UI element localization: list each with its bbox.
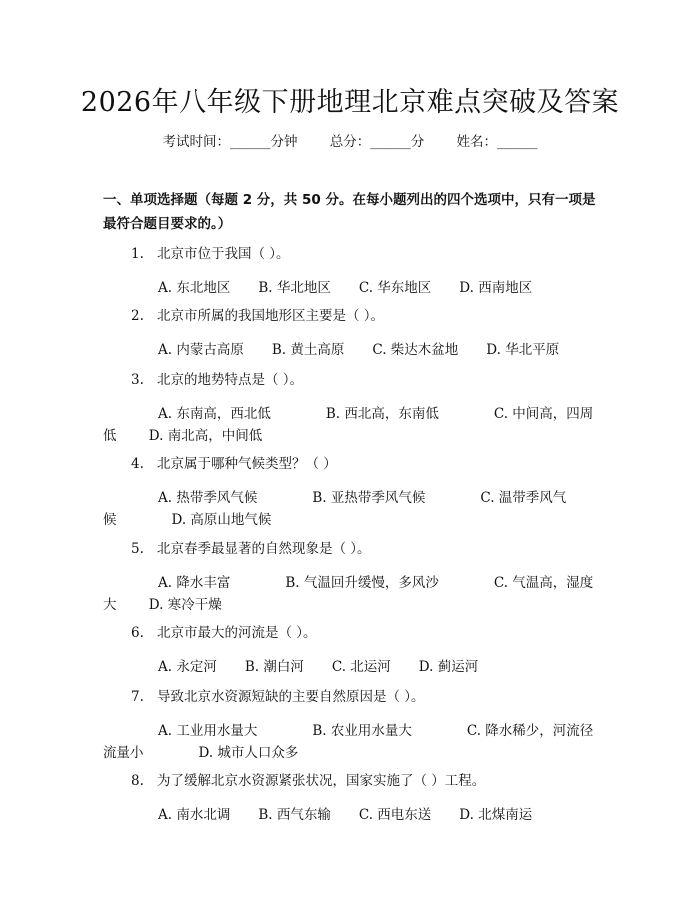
question-4 (103, 453, 603, 531)
option-b: B. 亚热带季风气候 (312, 490, 426, 506)
option-c: C. 华东地区 (358, 280, 432, 296)
option-d: D. 蓟运河 (418, 659, 479, 675)
question-2 (103, 305, 603, 361)
option-a: A. 热带季风气候 (158, 490, 258, 506)
option-b: B. 华北地区 (258, 280, 331, 296)
question-stem: 为了缓解北京水资源紧张状况，国家实施了（ ）工程。 (157, 773, 486, 789)
student-name: 姓名：______ (456, 134, 538, 150)
question-stem: 北京属于哪种气候类型？（ ） (157, 456, 337, 472)
question-8 (103, 770, 603, 826)
option-a: A. 工业用水量大 (158, 723, 258, 739)
question-stem: 北京市位于我国（ ）。 (157, 246, 290, 262)
question-number: 5. (131, 541, 144, 557)
option-a: A. 东北地区 (158, 280, 231, 296)
question-number: 8. (131, 773, 144, 789)
option-c: C. 降水稀少，河流径流量小 (103, 723, 594, 761)
option-d: D. 西南地区 (459, 280, 533, 296)
document-title: 2026年八年级下册地理北京难点突破及答案 (80, 87, 620, 118)
option-b: B. 农业用水量大 (312, 723, 412, 739)
option-d: D. 城市人口众多 (198, 745, 299, 761)
question-number: 6. (131, 625, 144, 641)
option-b: B. 气温回升缓慢，多风沙 (285, 575, 439, 591)
option-d: D. 南北高，中间低 (148, 428, 263, 444)
option-a: A. 内蒙古高原 (158, 342, 244, 358)
option-c: C. 西电东送 (358, 807, 432, 823)
question-number: 4. (131, 456, 144, 472)
question-stem: 北京市所属的我国地形区主要是（ ）。 (157, 308, 385, 324)
option-c: C. 中间高，四周低 (103, 406, 594, 444)
question-stem: 导致北京水资源短缺的主要自然原因是（ ）。 (157, 689, 425, 705)
option-a: A. 南水北调 (158, 807, 231, 823)
question-number: 1. (131, 246, 144, 262)
option-b: B. 潮白河 (244, 659, 304, 675)
option-a: A. 降水丰富 (158, 575, 231, 591)
question-stem: 北京的地势特点是（ ）。 (157, 372, 304, 388)
question-5 (103, 538, 603, 616)
question-stem: 北京市最大的河流是（ ）。 (157, 625, 317, 641)
total-score: 总分：______分 (329, 134, 425, 150)
question-number: 7. (131, 689, 144, 705)
option-c: C. 北运河 (331, 659, 391, 675)
option-c: C. 温带季风气候 (103, 490, 567, 528)
option-b: B. 西气东输 (258, 807, 331, 823)
option-c: C. 柴达木盆地 (372, 342, 459, 358)
question-6 (103, 622, 603, 678)
question-number: 2. (131, 308, 144, 324)
question-7 (103, 686, 603, 764)
option-b: B. 西北高，东南低 (325, 406, 439, 422)
option-b: B. 黄土高原 (271, 342, 345, 358)
section-heading: 一、单项选择题（每题 2 分，共 50 分。在每小题列出的四个选项中，只有一项是最符合题目要求的。） (103, 192, 596, 232)
question-1 (103, 243, 603, 299)
option-d: D. 北煤南运 (459, 807, 533, 823)
option-d: D. 高原山地气候 (171, 512, 272, 528)
option-d: D. 华北平原 (486, 342, 560, 358)
question-3 (103, 369, 603, 447)
option-d: D. 寒冷干燥 (148, 597, 222, 613)
question-stem: 北京春季最显著的自然现象是（ ）。 (157, 541, 371, 557)
question-number: 3. (131, 372, 144, 388)
option-a: A. 永定河 (158, 659, 217, 675)
option-c: C. 气温高，湿度大 (103, 575, 594, 613)
option-a: A. 东南高，西北低 (158, 406, 271, 422)
exam-time: 考试时间：______分钟 (162, 134, 298, 150)
exam-info (0, 130, 700, 150)
